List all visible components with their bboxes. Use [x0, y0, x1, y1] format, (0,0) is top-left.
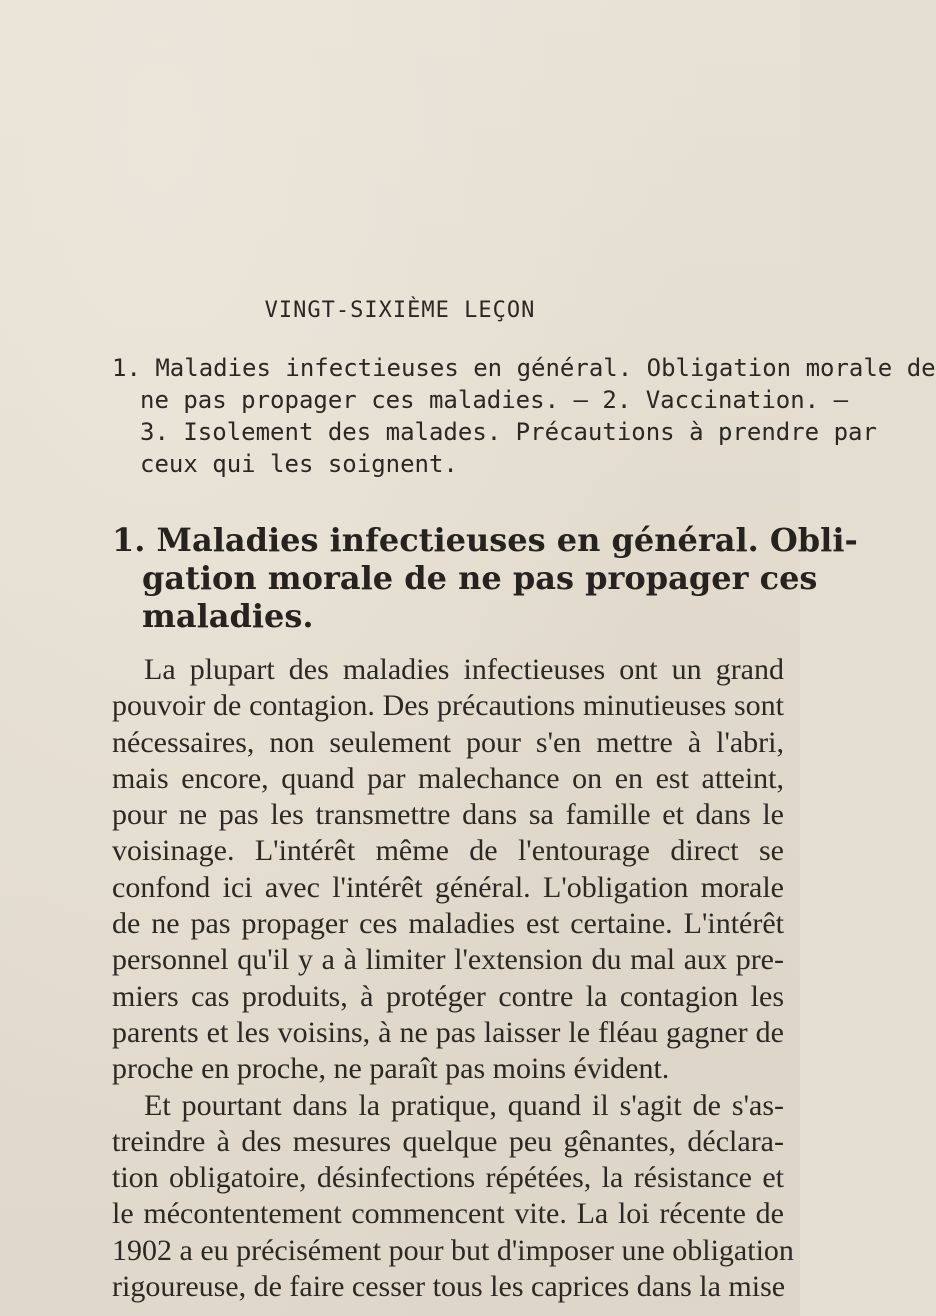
body-line: treindre à des mesures quelque peu gênantes, déclara- [112, 1124, 784, 1158]
body-line: rigoureuse, de faire cesser tous les caprices dans la mise [112, 1270, 786, 1304]
lesson-title: VINGT-SIXIÈME LEÇON [264, 298, 536, 323]
lesson-summary [112, 352, 936, 480]
body-line: parents et les voisins, à ne pas laisser le fléau gagner de [112, 1015, 784, 1049]
section-heading-line: 1. Maladies infectieuses en général. Obli- [112, 521, 858, 559]
body-line: tion obligatoire, désinfections répétées, la résistance et [112, 1161, 784, 1195]
body-line: de ne pas propager ces maladies est certaine. L'intérêt [112, 907, 784, 941]
summary-line: ne pas propager ces maladies. — 2. Vaccination. — [140, 386, 849, 414]
body-line: voisinage. L'intérêt même de l'entourage direct se [112, 834, 784, 868]
body-line: pouvoir de contagion. Des précautions minutieuses sont [112, 689, 784, 723]
section-heading [112, 521, 858, 635]
body-line: La plupart des maladies infectieuses ont un grand [144, 653, 784, 686]
section-heading-line: maladies. [142, 597, 314, 635]
body-line: mais encore, quand par malechance on en est atteint, [112, 761, 784, 795]
summary-line: 3. Isolement des malades. Précautions à prendre par [140, 418, 877, 446]
body-text [112, 652, 794, 1305]
section-heading-line: gation morale de ne pas propager ces [142, 559, 818, 597]
body-line: Et pourtant dans la pratique, quand il s'agit de s'as- [144, 1088, 784, 1122]
body-line: nécessaires, non seulement pour s'en mettre à l'abri, [112, 725, 784, 759]
body-line: le mécontentement commencent vite. La loi récente de [112, 1197, 784, 1231]
body-line: miers cas produits, à protéger contre la contagion les [112, 979, 784, 1013]
summary-line: 1. Maladies infectieuses en général. Obligation morale de [112, 354, 936, 382]
body-line: 1902 a eu précisément pour but d'imposer une obligation [112, 1233, 794, 1267]
summary-line: ceux qui les soignent. [140, 450, 458, 478]
body-line: proche en proche, ne paraît pas moins évident. [112, 1052, 670, 1086]
body-line: pour ne pas les transmettre dans sa famille et dans le [112, 798, 784, 832]
body-line: personnel qu'il y a à limiter l'extension du mal aux pre- [112, 943, 784, 977]
body-line: confond ici avec l'intérêt général. L'obligation morale [112, 870, 784, 904]
